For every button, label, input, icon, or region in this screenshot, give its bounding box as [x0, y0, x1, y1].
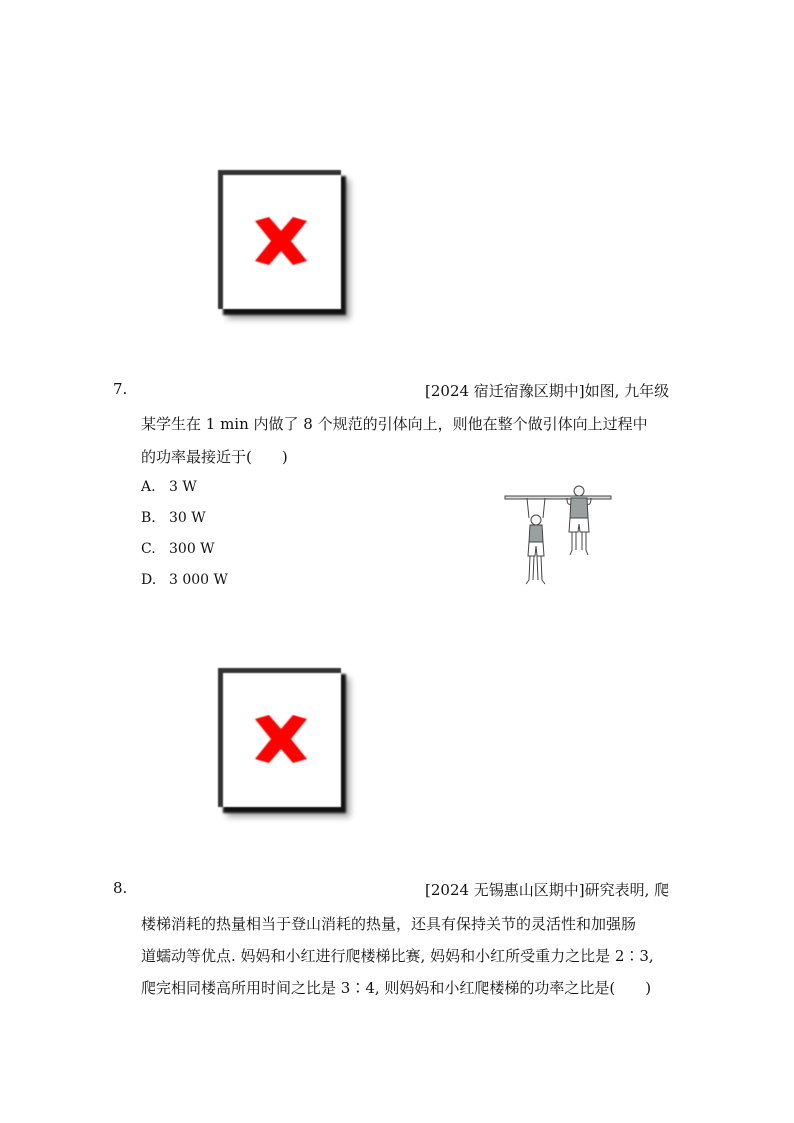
question-number: 8. — [113, 879, 128, 897]
option-a — [141, 479, 197, 495]
option-text: 300 W — [169, 541, 215, 557]
option-d — [141, 572, 228, 588]
option-letter: C. — [141, 541, 156, 557]
broken-image-placeholder — [218, 170, 341, 309]
option-letter: D. — [141, 572, 157, 588]
option-b — [141, 510, 206, 526]
broken-image-x-icon — [251, 713, 311, 765]
option-text: 30 W — [169, 510, 206, 526]
option-letter: B. — [141, 510, 156, 526]
question-number: 7. — [113, 380, 128, 398]
question-text-line: 爬完相同楼高所用时间之比是 3∶4, 则妈妈和小红爬楼梯的功率之比是( ) — [141, 979, 652, 997]
broken-image-x-icon — [251, 215, 311, 267]
question-source: [2024 宿迁宿豫区期中]如图, 九年级 — [425, 382, 670, 400]
option-text: 3 000 W — [169, 572, 228, 588]
question-text-line: 道蠕动等优点. 妈妈和小红进行爬楼梯比赛, 妈妈和小红所受重力之比是 2∶3, — [141, 947, 654, 965]
option-letter: A. — [141, 479, 156, 495]
pull-up-figure — [503, 480, 615, 592]
question-text-line: 某学生在 1 min 内做了 8 个规范的引体向上，则他在整个做引体向上过程中 — [141, 415, 648, 433]
question-text-line: 的功率最接近于( ) — [141, 448, 288, 466]
option-c — [141, 541, 215, 557]
broken-image-placeholder — [218, 668, 341, 807]
question-text-line: 楼梯消耗的热量相当于登山消耗的热量，还具有保持关节的灵活性和加强肠 — [141, 915, 637, 933]
option-text: 3 W — [169, 479, 197, 495]
question-source: [2024 无锡惠山区期中]研究表明, 爬 — [425, 881, 670, 899]
